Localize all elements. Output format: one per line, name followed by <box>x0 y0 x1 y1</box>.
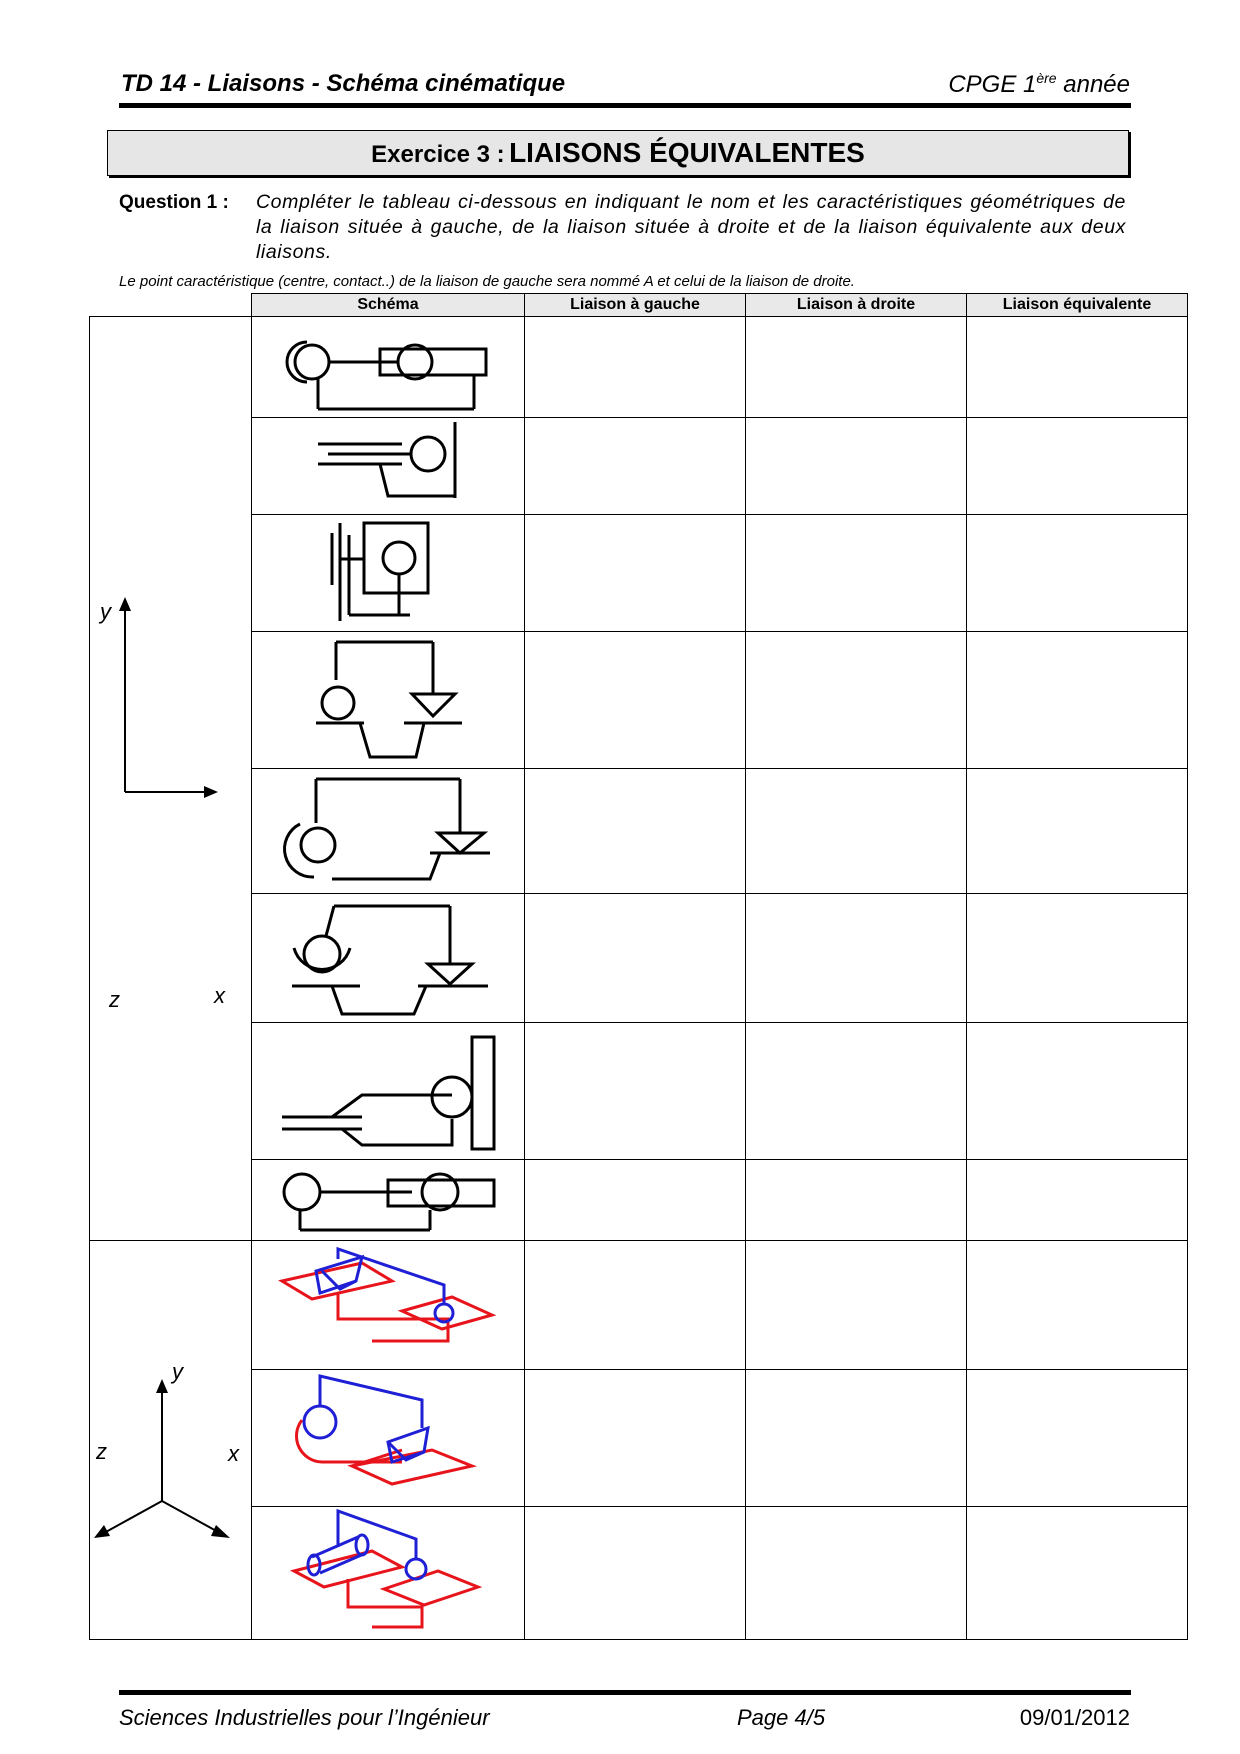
schema-11 <box>252 1507 525 1640</box>
schema-3d-linear-sphere-diagram <box>252 1241 524 1369</box>
answer-right-9[interactable] <box>746 1241 967 1370</box>
answer-left-4[interactable] <box>525 632 746 769</box>
header-left-joint: Liaison à gauche <box>525 294 746 317</box>
schema-slider-sphere-plane-diagram <box>252 1023 524 1159</box>
table-row <box>90 632 1188 769</box>
answer-equivalent-8[interactable] <box>967 1160 1188 1241</box>
table-row <box>90 515 1188 632</box>
answer-equivalent-6[interactable] <box>967 894 1188 1023</box>
answer-left-2[interactable] <box>525 418 746 515</box>
schema-9 <box>252 1241 525 1370</box>
answer-right-7[interactable] <box>746 1023 967 1160</box>
answer-left-10[interactable] <box>525 1370 746 1507</box>
schema-sphere-linear-annular-diagram <box>252 769 524 893</box>
header-right-joint: Liaison à droite <box>746 294 967 317</box>
header-rule <box>119 103 1131 108</box>
question-text: Compléter le tableau ci-dessous en indiquant le nom et les caractéristiques géométriques de la liaison située à gauche, de la liaison située à droite et de la liaison équivalente aux deux liaisons. <box>256 191 1126 263</box>
schema-sphere-cylinder-diagram <box>252 317 524 417</box>
answer-equivalent-7[interactable] <box>967 1023 1188 1160</box>
exercise-label: Exercice 3 : <box>371 141 505 168</box>
header-schema: Schéma <box>252 294 525 317</box>
answer-left-11[interactable] <box>525 1507 746 1640</box>
schema-slider-sphere-diagram <box>252 418 524 514</box>
schema-3d-cylinder-sphere-diagram <box>252 1507 524 1639</box>
document-title: TD 14 - Liaisons - Schéma cinématique <box>121 70 566 97</box>
schema-7 <box>252 1023 525 1160</box>
axis-label-x: x <box>214 983 225 1008</box>
space-axis-label-y: y <box>172 1359 183 1384</box>
table-row <box>90 769 1188 894</box>
answer-equivalent-4[interactable] <box>967 632 1188 769</box>
axis-label-y: y <box>100 599 111 624</box>
answer-right-10[interactable] <box>746 1370 967 1507</box>
space-axis-label-z: z <box>96 1439 107 1464</box>
table-row <box>90 894 1188 1023</box>
schema-1 <box>252 317 525 418</box>
plane-axes-cell <box>90 317 252 1241</box>
table-header-row <box>90 294 1188 317</box>
answer-right-2[interactable] <box>746 418 967 515</box>
table-row <box>90 1507 1188 1640</box>
plane-axes-icon <box>90 567 250 807</box>
answer-right-3[interactable] <box>746 515 967 632</box>
question-label: Question 1 : <box>119 192 229 213</box>
answer-left-7[interactable] <box>525 1023 746 1160</box>
schema-plane-sphere-diagram <box>252 515 524 631</box>
answer-left-9[interactable] <box>525 1241 746 1370</box>
class-level: CPGE 1ère année <box>948 70 1130 98</box>
footer-date: 09/01/2012 <box>1019 1705 1130 1730</box>
schema-4 <box>252 632 525 769</box>
answer-right-1[interactable] <box>746 317 967 418</box>
footer-subject: Sciences Industrielles pour l’Ingénieur <box>119 1705 490 1730</box>
table-row <box>90 1160 1188 1241</box>
answer-equivalent-2[interactable] <box>967 418 1188 515</box>
schema-sphere-sphere-cylinder-diagram <box>252 1160 524 1240</box>
answer-equivalent-3[interactable] <box>967 515 1188 632</box>
space-axes-icon <box>90 1351 250 1551</box>
answer-left-3[interactable] <box>525 515 746 632</box>
answer-right-11[interactable] <box>746 1507 967 1640</box>
answer-equivalent-9[interactable] <box>967 1241 1188 1370</box>
space-axes-cell <box>90 1241 252 1640</box>
schema-sphere-linear-diagram <box>252 632 524 768</box>
table-row <box>90 1241 1188 1370</box>
answer-right-5[interactable] <box>746 769 967 894</box>
table-row <box>90 317 1188 418</box>
answer-table <box>89 293 1188 1640</box>
table-row <box>90 418 1188 515</box>
footer-page-number: Page 4/5 <box>737 1705 826 1730</box>
schema-6 <box>252 894 525 1023</box>
header-blank <box>90 294 252 317</box>
answer-right-4[interactable] <box>746 632 967 769</box>
schema-5 <box>252 769 525 894</box>
schema-2 <box>252 418 525 515</box>
space-axis-label-x: x <box>228 1441 239 1466</box>
answer-left-8[interactable] <box>525 1160 746 1241</box>
answer-equivalent-1[interactable] <box>967 317 1188 418</box>
schema-8 <box>252 1160 525 1241</box>
schema-3d-sphere-linear-diagram <box>252 1370 524 1506</box>
schema-3 <box>252 515 525 632</box>
answer-left-6[interactable] <box>525 894 746 1023</box>
question-note: Le point caractéristique (centre, contact..) de la liaison de gauche sera nommé A et celui de la liaison de droite. <box>119 273 855 290</box>
answer-right-8[interactable] <box>746 1160 967 1241</box>
answer-equivalent-5[interactable] <box>967 769 1188 894</box>
header-equivalent-joint: Liaison équivalente <box>967 294 1188 317</box>
answer-right-6[interactable] <box>746 894 967 1023</box>
answer-equivalent-11[interactable] <box>967 1507 1188 1640</box>
schema-10 <box>252 1370 525 1507</box>
table-row <box>90 1023 1188 1160</box>
axis-label-z: z <box>109 987 120 1012</box>
schema-sphere-cup-linear-diagram <box>252 894 524 1022</box>
answer-left-1[interactable] <box>525 317 746 418</box>
exercise-banner <box>107 130 1129 176</box>
answer-equivalent-10[interactable] <box>967 1370 1188 1507</box>
table-row <box>90 1370 1188 1507</box>
answer-left-5[interactable] <box>525 769 746 894</box>
exercise-title: LIAISONS ÉQUIVALENTES <box>509 137 865 168</box>
footer-rule <box>119 1690 1131 1695</box>
